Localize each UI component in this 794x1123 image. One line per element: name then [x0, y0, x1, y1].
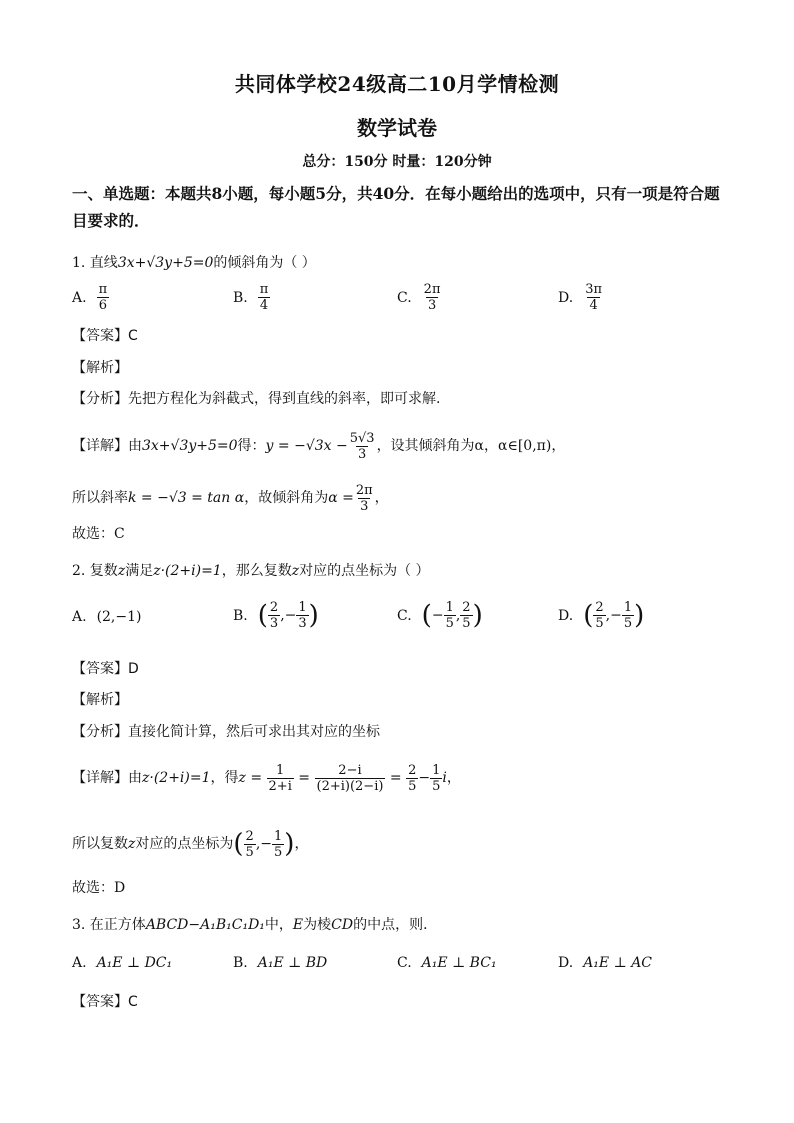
exam-title: 共同体学校24级高二10月学情检测 — [234, 72, 560, 96]
q3-option-c: C. A₁E ⊥ BC₁ — [397, 955, 497, 971]
q1-answer: 【答案】C — [72, 328, 138, 344]
q3-option-d: D. A₁E ⊥ AC — [558, 955, 653, 971]
q3-option-b: B. A₁E ⊥ BD — [233, 955, 328, 971]
q2-option-c: C. (− $\frac{1}{5}$ , $\frac{2}{5}$ ) — [397, 600, 483, 631]
q1-analysis-tag: 【解析】 — [72, 360, 128, 376]
q1-slope: 所以斜率k = −√3 = tan α，故倾斜角为α = $\frac{2\pi}{3}$ ， — [72, 482, 389, 514]
q1-fenxi: 【分析】先把方程化为斜截式，得到直线的斜率，即可求解. — [72, 391, 441, 407]
q2-fenxi: 【分析】直接化简计算，然后可求出其对应的坐标 — [72, 724, 380, 740]
q2-option-b: B. ( $\frac{2}{3}$ ,− $\frac{1}{3}$ ) — [233, 600, 319, 631]
q2-analysis-tag: 【解析】 — [72, 692, 128, 708]
exam-subtitle: 数学试卷 — [357, 116, 437, 140]
q1-choose: 故选：C — [72, 526, 125, 542]
q2-option-a: A. (2,−1) — [72, 609, 142, 625]
exam-meta: 总分：150分 时量：120分钟 — [302, 154, 492, 170]
q2-coord: 所以复数z对应的点坐标为( $\frac{2}{5}$ ,− $\frac{1}{5}$ )， — [72, 828, 309, 860]
q3-stem: 3. 在正方体ABCD−A₁B₁C₁D₁中，E为棱CD的中点，则． — [72, 917, 438, 933]
q1-detail: 【详解】由3x+√3y+5=0得：y = −√3x − $\frac{5√3}{3}$ ，设其倾斜角为α，α∈[0,π)， — [72, 430, 566, 462]
q2-detail: 【详解】由z·(2+i)=1，得z = $\frac{1}{2+i}$ = $\frac{2-i}{(2+i)(2-i)}$ = $\frac{2}{5}$ − $\frac{1}{5}$ i， — [72, 762, 461, 794]
q2-answer: 【答案】D — [72, 661, 139, 677]
q1-option-d: D. $\frac{3\pi}{4}$ — [558, 282, 603, 313]
q2-option-d: D. ( $\frac{2}{5}$ ,− $\frac{1}{5}$ ) — [558, 600, 645, 631]
section-heading: 一、单选题：本题共8小题，每小题5分，共40分．在每小题给出的选项中，只有一项是符合题目要求的． — [72, 184, 720, 230]
q3-option-a: A. A₁E ⊥ DC₁ — [72, 955, 173, 971]
q2-stem: 2. 复数z满足z·(2+i)=1，那么复数z对应的点坐标为（ ） — [72, 563, 430, 579]
q3-answer: 【答案】C — [72, 994, 138, 1010]
q1-option-a: A. $\frac{\pi}{6}$ — [72, 282, 108, 313]
q2-choose: 故选：D — [72, 880, 126, 896]
q1-option-c: C. $\frac{2\pi}{3}$ — [397, 282, 441, 313]
q1-stem: 1. 直线3x+√3y+5=0的倾斜角为（ ） — [72, 255, 316, 271]
q1-option-b: B. $\frac{\pi}{4}$ — [233, 282, 269, 313]
